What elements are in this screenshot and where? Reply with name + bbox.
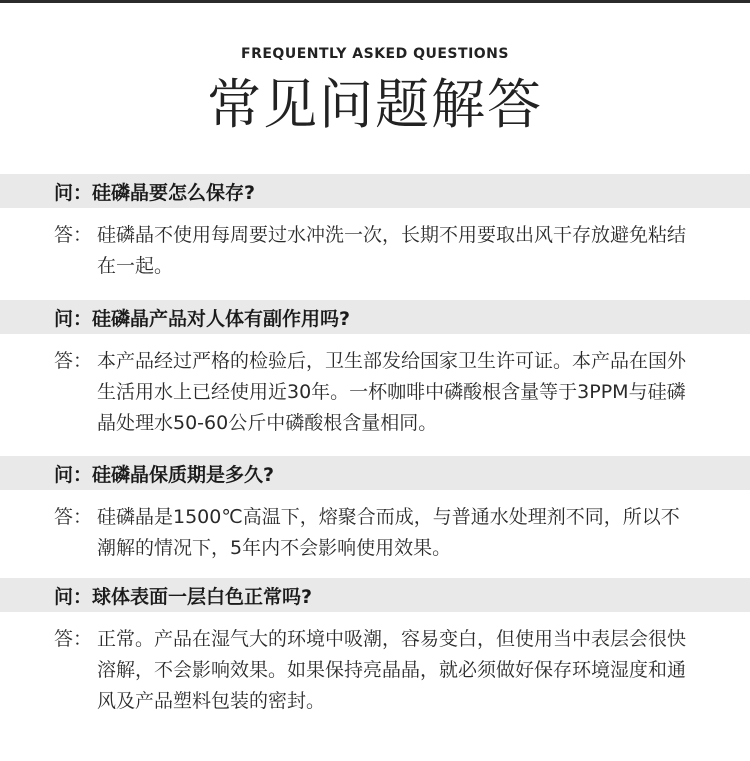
top-border: [0, 0, 750, 3]
faq-item: [0, 174, 750, 282]
question-text: 球体表面一层白色正常吗?: [92, 585, 313, 608]
answer-text: 本产品经过严格的检验后，卫生部发给国家卫生许可证。本产品在国外生活用水上已经使用近30年。一杯咖啡中磷酸根含量等于3PPM与硅磷晶处理水50-60公斤中磷酸根含量相同。: [97, 350, 687, 434]
question-bar: [0, 456, 750, 490]
faq-item: [0, 578, 750, 717]
answer-prefix: 答：: [54, 506, 93, 528]
question-prefix: 问：: [54, 585, 93, 608]
answer-block: [0, 346, 750, 439]
answer-block: [0, 220, 750, 282]
question-prefix: 问：: [54, 307, 93, 330]
question-prefix: 问：: [54, 181, 93, 204]
faq-eyebrow: FREQUENTLY ASKED QUESTIONS: [241, 46, 509, 62]
question-text: 硅磷晶保质期是多久?: [92, 463, 275, 486]
question-bar: [0, 174, 750, 208]
answer-block: [0, 502, 750, 564]
question-bar: [0, 578, 750, 612]
answer-text: 正常。产品在湿气大的环境中吸潮，容易变白，但使用当中表层会很快溶解，不会影响效果。如果保持亮晶晶，就必须做好保存环境湿度和通风及产品塑料包装的密封。: [97, 628, 687, 712]
question-text: 硅磷晶要怎么保存?: [92, 181, 256, 204]
answer-prefix: 答：: [54, 224, 93, 246]
question-bar: [0, 300, 750, 334]
faq-item: [0, 456, 750, 564]
answer-text: 硅磷晶是1500℃高温下，熔聚合而成，与普通水处理剂不同，所以不潮解的情况下，5年内不会影响使用效果。: [97, 506, 680, 559]
answer-block: [0, 624, 750, 717]
page-title: 常见问题解答: [207, 73, 543, 136]
question-text: 硅磷晶产品对人体有副作用吗?: [92, 307, 351, 330]
answer-prefix: 答：: [54, 350, 93, 372]
question-prefix: 问：: [54, 463, 93, 486]
faq-item: [0, 300, 750, 439]
answer-text: 硅磷晶不使用每周要过水冲洗一次，长期不用要取出风干存放避免粘结在一起。: [97, 224, 687, 277]
answer-prefix: 答：: [54, 628, 93, 650]
